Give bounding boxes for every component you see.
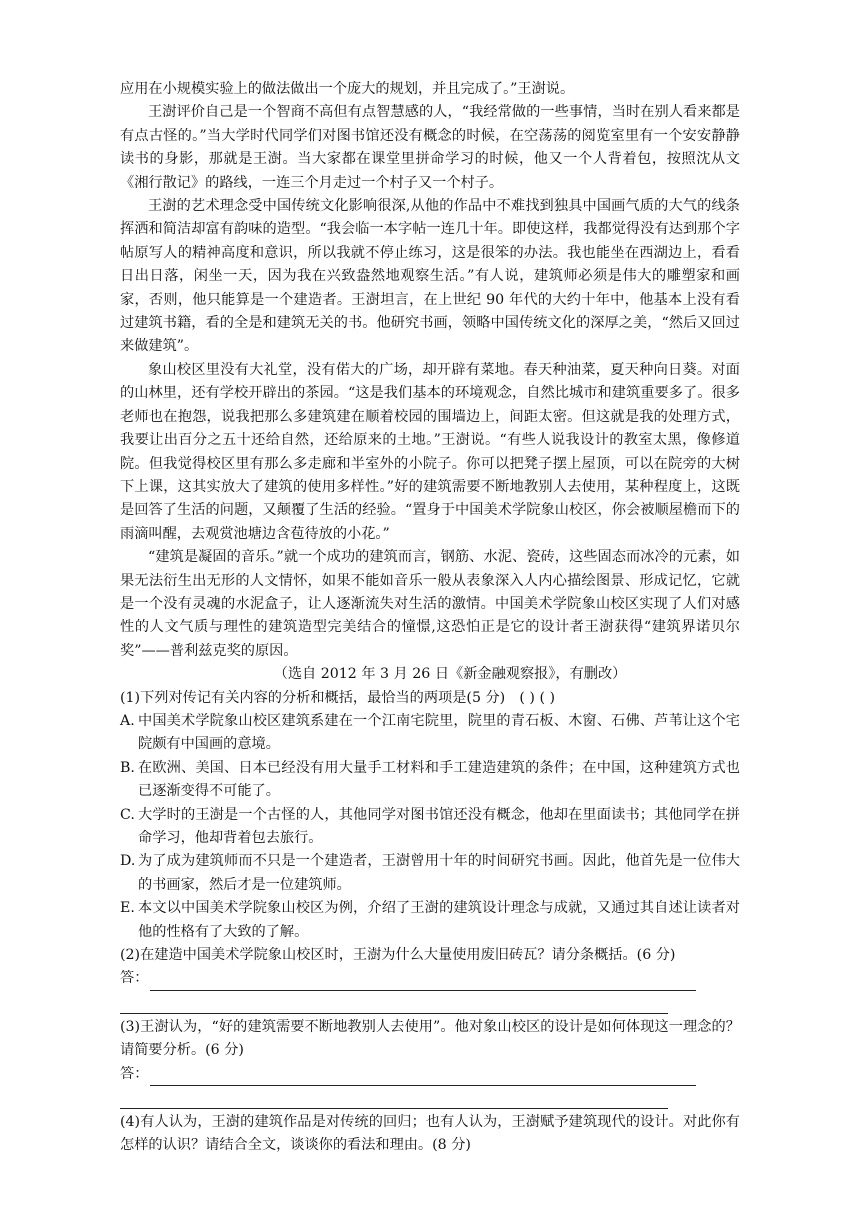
paragraph-art-philosophy: 王澍的艺术理念受中国传统文化影响很深,从他的作品中不难找到独具中国画气质的大气的线条挥洒和简洁却富有韵味的造型。“我会临一本字帖一连几十年。即使这样，我都觉得没有达到那个字帖原写人的精神高度和意识，所以我就不停止练习，这是很笨的办法。我也能坐在西湖边上，看看日出日落，闲坐一天，因为我在兴致盎然地观察生活。”有人说，建筑师必须是伟大的雕塑家和画家，否则，他只能算是一个建造者。王澍坦言，在上世纪 90 年代的大约十年中，他基本上没有看过建筑书籍，看的全是和建筑无关的书。他研究书画，领略中国传统文化的深厚之美，“然后又回过来做建筑”。 bbox=[120, 198, 740, 355]
option-text: 在欧洲、美国、日本已经没有用大量手工材料和手工建造建筑的条件；在中国，这种建筑方式也已逐渐变得不可能了。 bbox=[138, 759, 740, 800]
option-label: C. bbox=[120, 806, 135, 823]
answer-blank[interactable] bbox=[150, 974, 696, 991]
option-text: 为了成为建筑师而不只是一个建造者，王澍曾用十年的时间研究书画。因此，他首先是一位伟大的书画家，然后才是一位建筑师。 bbox=[138, 853, 740, 893]
option-text: 中国美术学院象山校区建筑系建在一个江南宅院里，院里的青石板、木窗、石佛、芦苇让这个宅院颇有中国画的意境。 bbox=[138, 712, 740, 753]
option-b bbox=[120, 757, 740, 804]
option-e bbox=[120, 897, 740, 944]
option-text: 本文以中国美术学院象山校区为例，介绍了王澍的建筑设计理念与成就，又通过其自述让读者对他的性格有了大致的了解。 bbox=[138, 900, 740, 940]
paragraph-frozen-music: “建筑是凝固的音乐。”就一个成功的建筑而言，钢筋、水泥、瓷砖，这些固态而冰冷的元素，如果无法衍生出无形的人文情怀，如果不能如音乐一般从表象深入人内心描绘图景、形成记忆，它就是一个没有灵魂的水泥盒子，让人逐渐流失对生活的激情。中国美术学院象山校区实现了人们对感性的人文气质与理性的建筑造型完美结合的憧憬,这恐怕正是它的设计者王澍获得“建筑界诺贝尔奖”——普利兹克奖的原因。 bbox=[120, 549, 740, 659]
paragraph-xiangshan-campus: 象山校区里没有大礼堂，没有偌大的广场，却开辟有菜地。春天种油菜，夏天种向日葵。对面的山林里，还有学校开辟出的茶园。“这是我们基本的环境观念，自然比城市和建筑重要多了。很多老师也在抱怨，说我把那么多建筑建在顺着校园的围墙边上，间距太密。但这就是我的处理方式，我要让出百分之五十还给自然，还给原来的土地。”王澍说。“有些人说我设计的教室太黑，像修道院。但我觉得校区里有那么多走廊和半室外的小院子。你可以把凳子摆上屋顶，可以在院旁的大树下上课，这其实放大了建筑的使用多样性。”好的建筑需要不断地教别人去使用，某种程度上，这既是回答了生活的问题，又颠覆了生活的经验。“置身于中国美术学院象山校区，你会被顺屋檐而下的雨滴叫醒，去观赏池塘边含苞待放的小花。” bbox=[120, 361, 740, 542]
article-source: （选自 2012 年 3 月 26 日《新金融观察报》，有删改） bbox=[273, 666, 627, 683]
answer-line-q3 bbox=[120, 1063, 740, 1086]
question-1: (1)下列对传记有关内容的分析和概括，最恰当的两项是(5 分) ( ) ( ) bbox=[120, 689, 556, 706]
option-text: 大学时的王澍是一个古怪的人，其他同学对图书馆还没有概念，他却在里面读书；其他同学在拼命学习，他却背着包去旅行。 bbox=[138, 806, 740, 846]
question-4: (4)有人认为，王澍的建筑作品是对传统的回归；也有人认为，王澍赋予建筑现代的设计。对此你有怎样的认识？请结合全文，谈谈你的看法和理由。(8 分) bbox=[120, 1114, 740, 1154]
option-c bbox=[120, 804, 740, 851]
answer-rule-q3[interactable] bbox=[120, 1086, 668, 1109]
question-3: (3)王澍认为，“好的建筑需要不断地教别人去使用”。他对象山校区的设计是如何体现这一理念的？请简要分析。(6 分) bbox=[120, 1018, 740, 1059]
option-a bbox=[120, 710, 740, 757]
option-label: B. bbox=[120, 759, 135, 776]
answer-line-q2 bbox=[120, 967, 740, 990]
answer-label: 答： bbox=[120, 1065, 149, 1082]
question-2: (2)在建造中国美术学院象山校区时，王澍为什么大量使用废旧砖瓦？请分条概括。(6 分) bbox=[120, 947, 676, 964]
paragraph-self-evaluation: 王澍评价自己是一个智商不高但有点智慧感的人，“我经常做的一些事情，当时在别人看来都是有点古怪的。”当大学时代同学们对图书馆还没有概念的时候，在空荡荡的阅览室里有一个安安静静读书的身影，那就是王澍。当大家都在课堂里拼命学习的时候，他又一个人背着包，按照沈从文《湘行散记》的路线，一连三个月走过一个村子又一个村子。 bbox=[120, 104, 740, 191]
option-label: E. bbox=[120, 900, 135, 917]
answer-rule-q2[interactable] bbox=[120, 991, 668, 1014]
option-label: D. bbox=[120, 853, 136, 870]
option-d bbox=[120, 850, 740, 897]
option-label: A. bbox=[120, 712, 135, 729]
paragraph-continued: 应用在小规模实验上的做法做出一个庞大的规划，并且完成了。”王澍说。 bbox=[120, 81, 575, 97]
document-body bbox=[120, 78, 740, 1158]
answer-label: 答： bbox=[120, 970, 149, 987]
answer-blank[interactable] bbox=[150, 1069, 696, 1086]
